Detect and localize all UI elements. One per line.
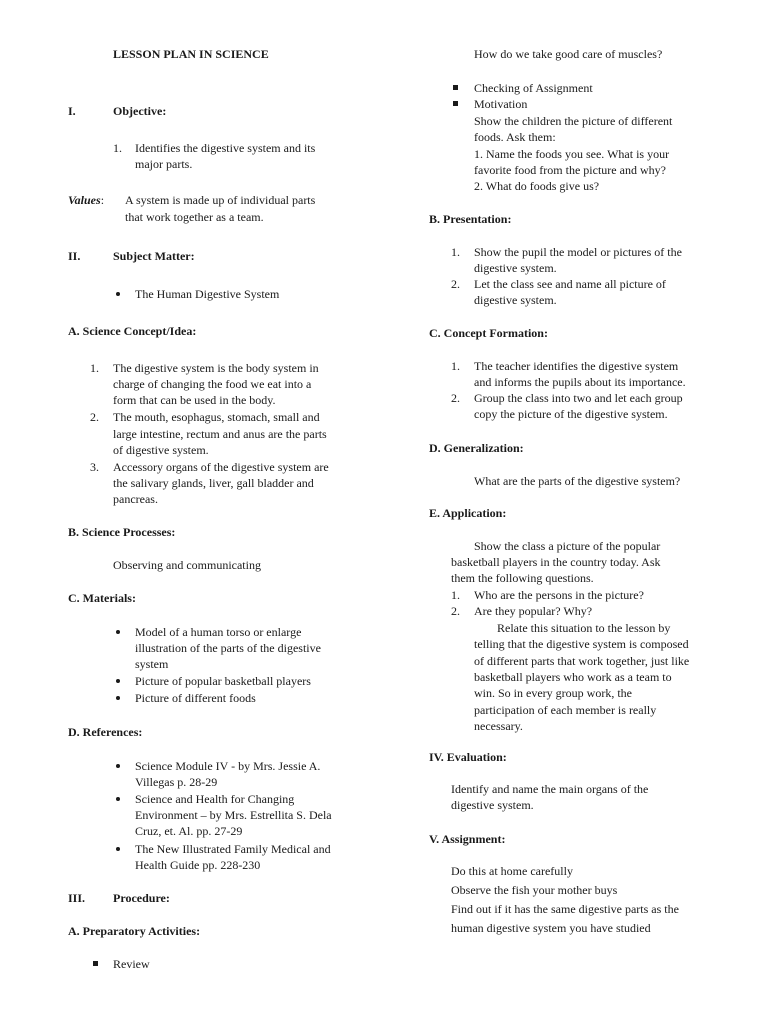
checking-item: Checking of Assignment bbox=[474, 81, 593, 95]
values-line: that work together as a team. bbox=[125, 210, 264, 224]
section-application-heading: E. Application: bbox=[429, 506, 507, 520]
application-relate-line: telling that the digestive system is composed bbox=[474, 637, 689, 651]
concept-line: Accessory organs of the digestive system are bbox=[113, 460, 329, 474]
formation-line: Group the class into two and let each group bbox=[474, 391, 683, 405]
reference-line: Science and Health for Changing bbox=[135, 792, 295, 806]
reference-line: The New Illustrated Family Medical and bbox=[135, 842, 331, 856]
subject-item: The Human Digestive System bbox=[135, 287, 280, 301]
section-references-heading: D. References: bbox=[68, 725, 143, 739]
application-question: Who are the persons in the picture? bbox=[474, 588, 644, 602]
section-preparatory-heading: A. Preparatory Activities: bbox=[68, 924, 201, 938]
bullet-icon bbox=[116, 847, 120, 851]
bullet-icon bbox=[453, 85, 458, 90]
motivation-question: favorite food from the picture and why? bbox=[474, 163, 666, 177]
processes-text: Observing and communicating bbox=[113, 558, 261, 572]
formation-line: copy the picture of the digestive system. bbox=[474, 407, 668, 421]
motivation-item: Motivation bbox=[474, 97, 528, 111]
application-relate-line: necessary. bbox=[474, 719, 523, 733]
assignment-line: Find out if it has the same digestive parts as the bbox=[451, 902, 679, 916]
formation-number: 2. bbox=[451, 391, 460, 405]
motivation-question: 2. What do foods give us? bbox=[474, 179, 600, 193]
values-label: Values: bbox=[68, 193, 105, 207]
application-relate-line: Relate this situation to the lesson by bbox=[497, 621, 671, 635]
concept-line: The digestive system is the body system in bbox=[113, 361, 319, 375]
section-i-number: I. bbox=[68, 104, 76, 118]
concept-number: 3. bbox=[90, 460, 99, 474]
application-number: 1. bbox=[451, 588, 460, 602]
bullet-icon bbox=[116, 764, 120, 768]
material-line: system bbox=[135, 657, 169, 671]
bullet-icon bbox=[116, 292, 120, 296]
section-materials-heading: C. Materials: bbox=[68, 591, 136, 605]
application-relate-line: basketball players who work as a team to bbox=[474, 670, 672, 684]
formation-line: and informs the pupils about its importance. bbox=[474, 375, 686, 389]
reference-line: Science Module IV - by Mrs. Jessie A. bbox=[135, 759, 321, 773]
document-title: LESSON PLAN IN SCIENCE bbox=[113, 47, 269, 61]
section-assignment-heading: V. Assignment: bbox=[429, 832, 506, 846]
motivation-question: 1. Name the foods you see. What is your bbox=[474, 147, 670, 161]
bullet-icon bbox=[116, 630, 120, 634]
section-generalization-heading: D. Generalization: bbox=[429, 441, 524, 455]
bullet-icon bbox=[116, 797, 120, 801]
section-processes-heading: B. Science Processes: bbox=[68, 525, 176, 539]
bullet-icon bbox=[93, 961, 98, 966]
section-subject-heading: Subject Matter: bbox=[113, 249, 195, 263]
formation-number: 1. bbox=[451, 359, 460, 373]
concept-line: charge of changing the food we eat into a bbox=[113, 377, 312, 391]
evaluation-line: Identify and name the main organs of the bbox=[451, 782, 649, 796]
presentation-line: digestive system. bbox=[474, 261, 557, 275]
concept-number: 2. bbox=[90, 410, 99, 424]
assignment-line: Do this at home carefully bbox=[451, 864, 573, 878]
reference-line: Health Guide pp. 228-230 bbox=[135, 858, 261, 872]
generalization-text: What are the parts of the digestive system? bbox=[474, 474, 681, 488]
reference-line: Cruz, et. Al. pp. 27-29 bbox=[135, 824, 243, 838]
application-line: them the following questions. bbox=[451, 571, 594, 585]
reference-line: Villegas p. 28-29 bbox=[135, 775, 218, 789]
section-ii-number: II. bbox=[68, 249, 81, 263]
presentation-number: 2. bbox=[451, 277, 460, 291]
values-line: A system is made up of individual parts bbox=[125, 193, 316, 207]
application-line: basketball players in the country today. Ask bbox=[451, 555, 661, 569]
bullet-icon bbox=[116, 679, 120, 683]
concept-number: 1. bbox=[90, 361, 99, 375]
bullet-icon bbox=[453, 101, 458, 106]
concept-line: pancreas. bbox=[113, 492, 158, 506]
section-concept-heading: A. Science Concept/Idea: bbox=[68, 324, 197, 338]
objective-number: 1. bbox=[113, 141, 122, 155]
section-evaluation-heading: IV. Evaluation: bbox=[429, 750, 507, 764]
material-line: illustration of the parts of the digestive bbox=[135, 641, 321, 655]
section-formation-heading: C. Concept Formation: bbox=[429, 326, 548, 340]
motivation-line: Show the children the picture of different bbox=[474, 114, 673, 128]
concept-line: form that can be used in the body. bbox=[113, 393, 276, 407]
presentation-number: 1. bbox=[451, 245, 460, 259]
concept-line: the salivary glands, liver, gall bladder and bbox=[113, 476, 314, 490]
application-line: Show the class a picture of the popular bbox=[474, 539, 661, 553]
section-objective-heading: Objective: bbox=[113, 104, 167, 118]
assignment-line: Observe the fish your mother buys bbox=[451, 883, 618, 897]
objective-line: major parts. bbox=[135, 157, 193, 171]
application-relate-line: participation of each member is really bbox=[474, 703, 657, 717]
section-iii-number: III. bbox=[68, 891, 86, 905]
application-relate-line: of different parts that work together, just like bbox=[474, 654, 690, 668]
application-number: 2. bbox=[451, 604, 460, 618]
material-line: Model of a human torso or enlarge bbox=[135, 625, 302, 639]
bullet-icon bbox=[116, 696, 120, 700]
section-procedure-heading: Procedure: bbox=[113, 891, 170, 905]
presentation-line: Show the pupil the model or pictures of the bbox=[474, 245, 682, 259]
section-presentation-heading: B. Presentation: bbox=[429, 212, 512, 226]
material-line: Picture of popular basketball players bbox=[135, 674, 311, 688]
objective-line: Identifies the digestive system and its bbox=[135, 141, 316, 155]
concept-line: large intestine, rectum and anus are the parts bbox=[113, 427, 327, 441]
evaluation-line: digestive system. bbox=[451, 798, 534, 812]
material-line: Picture of different foods bbox=[135, 691, 256, 705]
concept-line: of digestive system. bbox=[113, 443, 209, 457]
application-question: Are they popular? Why? bbox=[474, 604, 593, 618]
presentation-line: digestive system. bbox=[474, 293, 557, 307]
concept-line: The mouth, esophagus, stomach, small and bbox=[113, 410, 320, 424]
presentation-line: Let the class see and name all picture of bbox=[474, 277, 666, 291]
motivation-line: foods. Ask them: bbox=[474, 130, 556, 144]
review-item: Review bbox=[113, 957, 150, 971]
formation-line: The teacher identifies the digestive system bbox=[474, 359, 679, 373]
assignment-line: human digestive system you have studied bbox=[451, 921, 651, 935]
muscle-question: How do we take good care of muscles? bbox=[474, 47, 663, 61]
application-relate-line: win. So in every group work, the bbox=[474, 686, 632, 700]
reference-line: Environment – by Mrs. Estrellita S. Dela bbox=[135, 808, 332, 822]
